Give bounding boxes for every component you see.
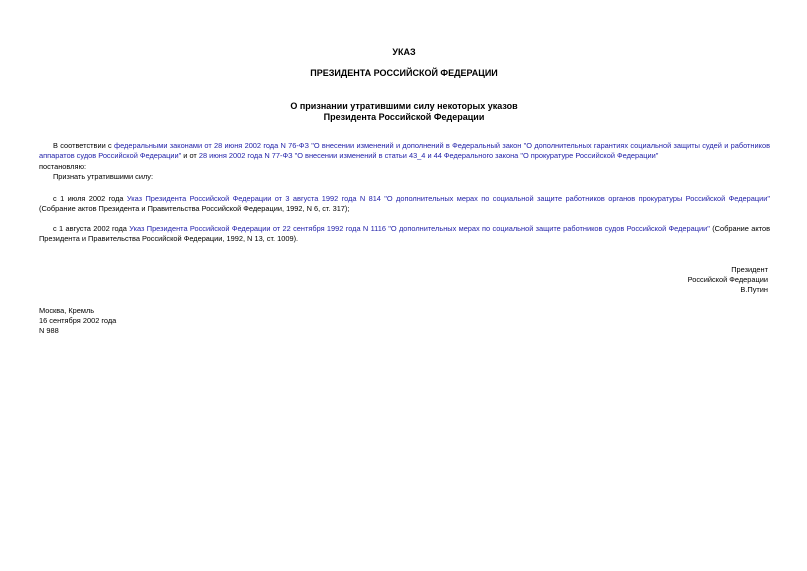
repealed-item-2-date: с 1 августа 2002 года [53, 224, 130, 233]
repealed-item-1-source: (Собрание актов Президента и Правительства Российской Федерации, 1992, N 6, ст. 317); [39, 204, 350, 213]
repealed-item-1-date: с 1 июля 2002 года [53, 194, 127, 203]
repealed-item-1 [39, 194, 770, 214]
repealed-item-2-source: (Собрание актов Президента и Правительства Российской Федерации, 1992, N 13, ст. 1009). [39, 224, 770, 243]
federal-law-76-link[interactable]: федеральными законами от 28 июня 2002 года N 76-ФЗ "О внесении изменений и дополнений в Федеральный закон "О дополнительных гарантиях социальной защиты судей и работников аппаратов судов Российской Федерации" [39, 141, 770, 160]
document-type-title: УКАЗ [392, 47, 416, 57]
signature-name: В.Путин [740, 285, 768, 294]
decree-814-link[interactable]: Указ Президента Российской Федерации от 3 августа 1992 года N 814 "О дополнительных мерах по социальной защите работников органов прокуратуры Российской Федерации" [126, 194, 770, 203]
subject-title-line2: Президента Российской Федерации [323, 112, 485, 122]
decree-word: постановляю: [39, 162, 87, 171]
footer-place: Москва, Кремль [39, 306, 95, 315]
repealed-item-2 [39, 224, 770, 244]
signature-title-line1: Президент [731, 265, 768, 274]
preamble-paragraph [39, 141, 770, 161]
preamble-text-2: и от [181, 151, 199, 160]
decree-1116-link[interactable]: Указ Президента Российской Федерации от 22 сентября 1992 года N 1116 "О дополнительных мерах по социальной защите работников судов Российской Федерации" [129, 224, 710, 233]
footer-number: N 988 [39, 326, 59, 335]
federal-law-77-link[interactable]: 28 июня 2002 года N 77-ФЗ "О внесении изменений в статьи 43_4 и 44 Федерального закона "О прокуратуре Российской Федерации" [198, 151, 659, 160]
footer-date: 16 сентября 2002 года [39, 316, 117, 325]
issuer-title: ПРЕЗИДЕНТА РОССИЙСКОЙ ФЕДЕРАЦИИ [310, 68, 498, 78]
signature-title-line2: Российской Федерации [687, 275, 768, 284]
subject-title-line1: О признании утратившими силу некоторых указов [290, 101, 518, 111]
preamble-text-1: В соответствии с [53, 141, 115, 150]
recognize-line: Признать утратившими силу: [53, 172, 154, 181]
